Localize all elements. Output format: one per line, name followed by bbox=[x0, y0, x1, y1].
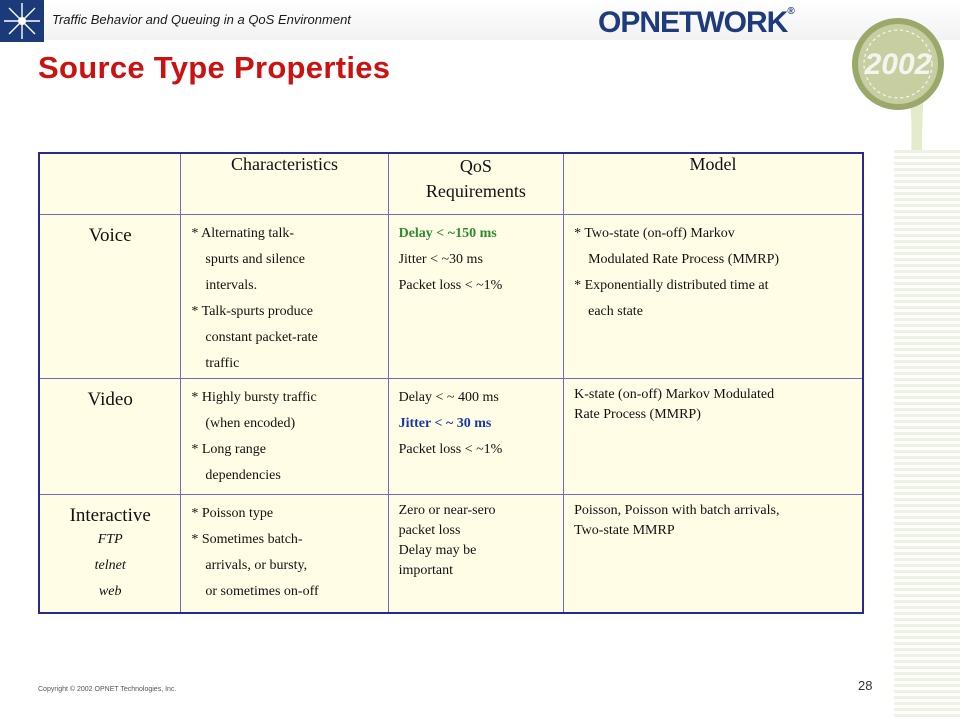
page-number: 28 bbox=[858, 678, 873, 693]
header-characteristics: Characteristics bbox=[181, 153, 388, 215]
header-subtitle: Traffic Behavior and Queuing in a QoS Environment bbox=[52, 12, 351, 27]
interactive-model: Poisson, Poisson with batch arrivals, Two-state MMRP bbox=[564, 495, 863, 613]
sub-label-ftp: FTP bbox=[97, 532, 123, 547]
row-label-voice: Voice bbox=[39, 215, 181, 379]
interactive-qos: Zero or near-sero packet loss Delay may be important bbox=[388, 495, 564, 613]
video-model: K-state (on-off) Markov Modulated Rate Process (MMRP) bbox=[564, 379, 863, 495]
row-label-interactive bbox=[39, 495, 181, 613]
sub-label-web: web bbox=[98, 584, 122, 599]
copyright-footer: Copyright © 2002 OPNET Technologies, Inc. bbox=[38, 686, 177, 693]
voice-qos: Delay < ~150 ms Jitter < ~30 ms Packet loss < ~1% bbox=[388, 215, 564, 379]
header-qos-requirements: QoS Requirements bbox=[388, 153, 564, 215]
opnetwork-logo: OPNETWORK® bbox=[598, 6, 794, 39]
header-empty-cell bbox=[39, 153, 181, 215]
sub-label-telnet: telnet bbox=[94, 558, 126, 573]
interactive-characteristics: * Poisson type * Sometimes batch- arrivals, or bursty, or sometimes on-off bbox=[181, 495, 388, 613]
decorative-stripe bbox=[894, 150, 960, 720]
table-row-voice bbox=[39, 215, 863, 379]
voice-model: * Two-state (on-off) Markov Modulated Rate Process (MMRP) * Exponentially distributed time at each state bbox=[564, 215, 863, 379]
table-header-row bbox=[39, 153, 863, 215]
slide-title: Source Type Properties bbox=[38, 50, 391, 85]
video-qos: Delay < ~ 400 ms Jitter < ~ 30 ms Packet loss < ~1% bbox=[388, 379, 564, 495]
svg-text:2002: 2002 bbox=[864, 48, 932, 81]
star-logo-icon bbox=[0, 0, 44, 42]
header-model: Model bbox=[564, 153, 863, 215]
table-row-interactive bbox=[39, 495, 863, 613]
interactive-label: Interactive bbox=[69, 505, 151, 526]
table-row-video bbox=[39, 379, 863, 495]
row-label-video: Video bbox=[39, 379, 181, 495]
video-characteristics: * Highly bursty traffic (when encoded) * Long range dependencies bbox=[181, 379, 388, 495]
source-properties-table bbox=[38, 152, 864, 614]
voice-characteristics: * Alternating talk- spurts and silence intervals. * Talk-spurts produce constant packet-rate traffic bbox=[181, 215, 388, 379]
2002-badge-icon bbox=[826, 14, 960, 134]
